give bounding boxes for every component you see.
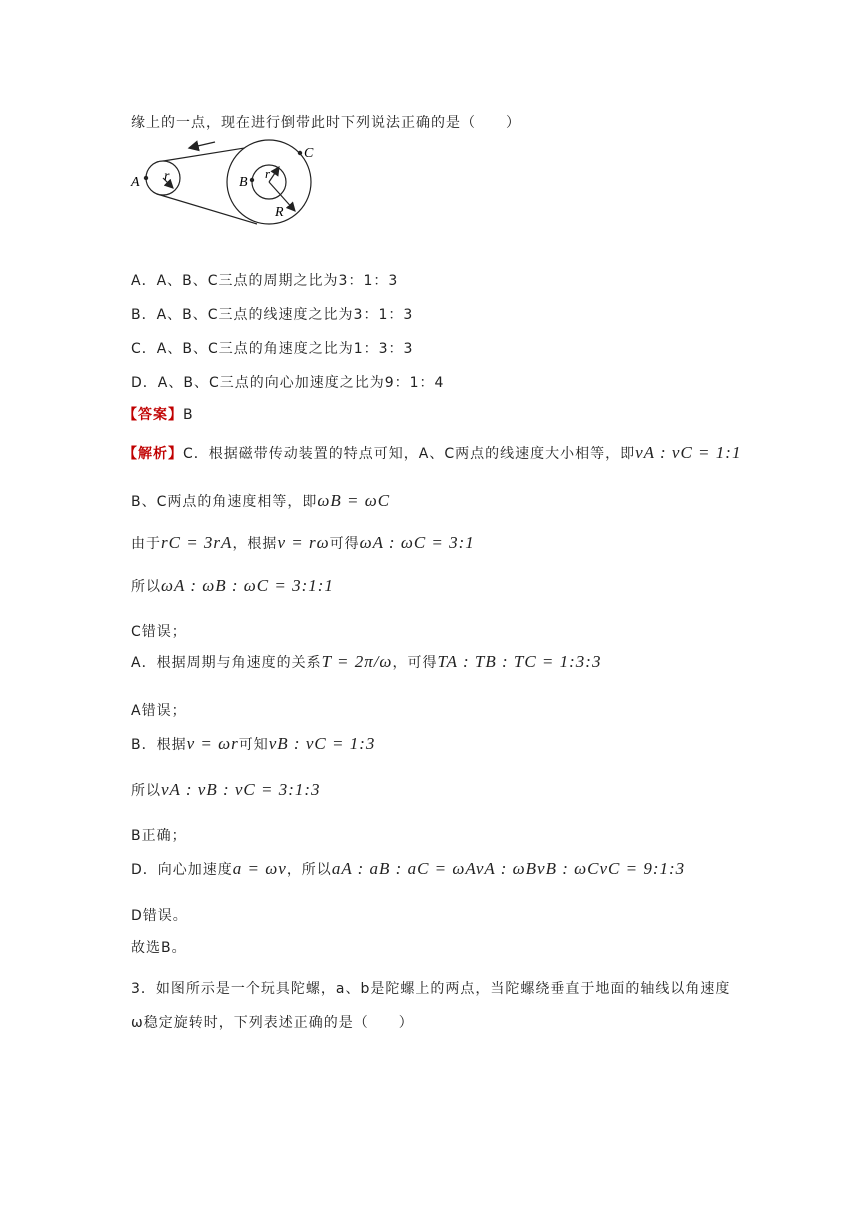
label-r-small: r (164, 169, 170, 184)
analysis-text-6a: A．根据周期与角速度的关系 (131, 655, 322, 671)
analysis-text-11b: ，所以 (286, 862, 332, 878)
formula-v-ratio: vA : vB : vC = 3:1:3 (161, 780, 321, 799)
analysis-line-3 (131, 533, 475, 553)
formula-a-ratio: aA : aB : aC = ωAvA : ωBvB : ωCvC = 9:1:3 (331, 859, 686, 878)
formula-va-vc: vA : vC = 1:1 (635, 443, 742, 462)
label-b: B (239, 175, 248, 190)
point-b-dot (250, 178, 254, 182)
tape-drive-diagram (127, 134, 327, 234)
formula-wa-wc: ωA : ωC = 3:1 (359, 533, 475, 552)
formula-a-wv: a = ωv (232, 859, 287, 878)
analysis-text-3b: ，根据 (232, 536, 278, 552)
analysis-text-8b: 可知 (238, 737, 269, 753)
analysis-text-1: C．根据磁带传动装置的特点可知，A、C两点的线速度大小相等，即 (183, 446, 636, 462)
analysis-text-9: 所以 (131, 783, 161, 799)
analysis-line-9 (131, 780, 321, 800)
answer-label: 【答案】 (123, 407, 183, 423)
option-d: D．A、B、C三点的向心加速度之比为9：1：4 (131, 375, 445, 391)
point-a-dot (144, 176, 148, 180)
analysis-line-4 (131, 576, 334, 596)
formula-vb-vc: vB : vC = 1:3 (268, 734, 376, 753)
next-question-line-1: 3．如图所示是一个玩具陀螺，a、b是陀螺上的两点，当陀螺绕垂直于地面的轴线以角速度 (131, 981, 731, 997)
option-b: B．A、B、C三点的线速度之比为3：1：3 (131, 307, 414, 323)
analysis-line-5: C错误； (131, 624, 187, 640)
analysis-text-6b: ，可得 (392, 655, 438, 671)
formula-v-wr: v = ωr (186, 734, 239, 753)
next-question-line-2: ω稳定旋转时，下列表述正确的是（ ） (131, 1015, 414, 1031)
formula-w-ratio: ωA : ωB : ωC = 3:1:1 (161, 576, 334, 595)
formula-t-2pi-w: T = 2π/ω (321, 652, 393, 671)
label-r-inner: r (265, 166, 271, 181)
label-big-r: R (275, 205, 284, 220)
analysis-text-3c: 可得 (329, 536, 360, 552)
label-c: C (304, 146, 314, 161)
label-a: A (131, 175, 140, 190)
analysis-line-8 (131, 734, 375, 754)
analysis-line-1 (123, 443, 741, 463)
belt-direction-arrow (189, 142, 215, 148)
analysis-text-4: 所以 (131, 579, 161, 595)
analysis-text-2: B、C两点的角速度相等，即 (131, 494, 318, 510)
question-continuation: 缘上的一点，现在进行倒带此时下列说法正确的是（ ） (131, 115, 521, 131)
analysis-line-2 (131, 491, 390, 511)
analysis-text-3a: 由于 (131, 536, 161, 552)
analysis-text-11a: D．向心加速度 (131, 862, 233, 878)
option-a: A．A、B、C三点的周期之比为3：1：3 (131, 273, 399, 289)
analysis-text-8a: B．根据 (131, 737, 187, 753)
formula-t-ratio: TA : TB : TC = 1:3:3 (437, 652, 602, 671)
point-c-dot (298, 151, 302, 155)
formula-rc: rC = 3rA (161, 533, 233, 552)
analysis-label: 【解析】 (123, 446, 183, 462)
answer-value: B (183, 407, 194, 423)
analysis-line-6 (131, 652, 601, 672)
option-c: C．A、B、C三点的角速度之比为1：3：3 (131, 341, 414, 357)
formula-wb-wc: ωB = ωC (317, 491, 391, 510)
analysis-conclusion: 故选B。 (131, 940, 187, 956)
answer-line (123, 404, 194, 424)
analysis-line-11 (131, 859, 685, 879)
analysis-line-10: B正确； (131, 828, 187, 844)
formula-v-rw: v = rω (277, 533, 330, 552)
analysis-line-7: A错误； (131, 703, 187, 719)
analysis-line-12: D错误。 (131, 908, 188, 924)
